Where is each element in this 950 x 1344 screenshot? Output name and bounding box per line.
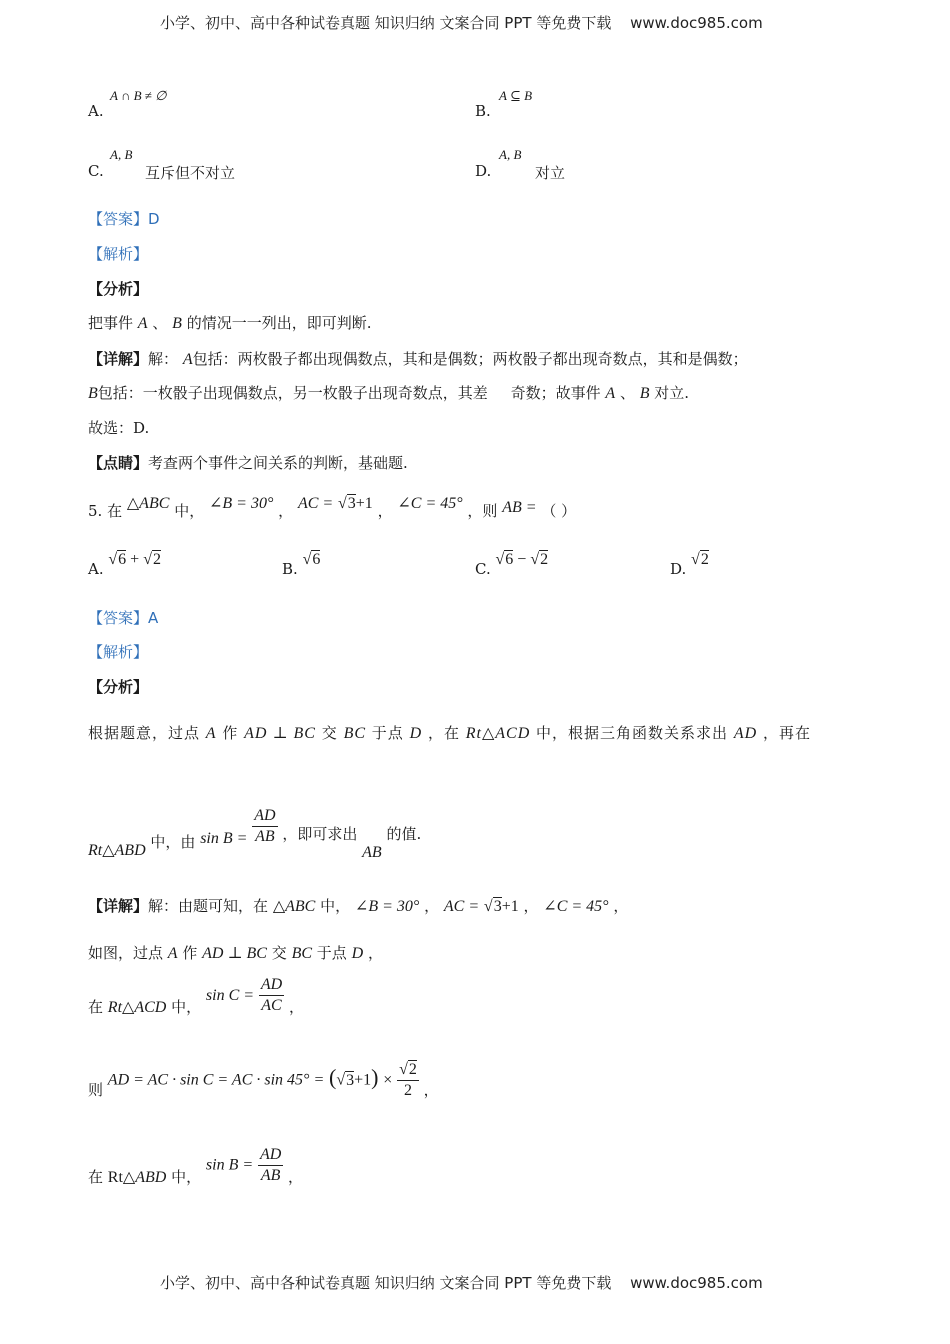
text: 、 [152,314,168,332]
text: 5. 在 [88,502,123,520]
q4-option-b-math: A ⊆ B [499,88,533,103]
q4-option-c-math: A, B [110,147,133,162]
text: ，即可求出 [282,824,358,843]
math: 2 [700,551,709,568]
math: 3 [346,1071,355,1089]
q5-fenxi-line1 [88,722,811,743]
q4-xiangjie-line2 [88,382,689,403]
q5-fenxi-line2 [88,806,422,861]
header-text: 小学、初中、高中各种试卷真题 知识归纳 文案合同 PPT 等免费下载 [160,14,612,32]
text: 如图，过点 [88,944,164,962]
math: Rt△ACD [107,998,167,1016]
math: AB [362,843,382,861]
math: sin C = [205,986,255,1004]
math: AD ⊥ BC [202,945,267,962]
math-var: D [409,725,423,742]
denominator: AB [260,1167,281,1184]
xiangjie-tag: 【详解】 [88,350,149,368]
q4-option-a-math: A ∩ B ≠ ∅ [110,88,167,103]
text: 在 [88,997,104,1016]
text: 包括：两枚骰子都出现偶数点，其和是偶数；两枚骰子都出现奇数点，其和是偶数； [192,350,748,368]
text: 的值. [386,824,422,843]
q5-stem: 5. 在 △ABC 中， ∠B = 30° ， AC = √3+1 ， ∠C = 45° ，则 AB = （ ） [88,495,577,520]
answer-value: D [148,210,160,228]
text: 在 [88,1167,104,1186]
q4-fenxi-text [88,312,372,333]
math: ∠B = 30° [208,495,274,512]
math: 6 [505,551,514,568]
text: 作 [222,724,239,742]
page-footer [160,1272,763,1293]
text: 作 [182,944,198,962]
q5-fenxi-tag: 【分析】 [88,678,149,696]
q5-zai1-line [88,975,304,1016]
math: ∠C = 45° [397,495,463,512]
page-header [160,12,763,33]
math: ) [371,1064,379,1090]
math: − [517,551,527,568]
fraction [258,1145,283,1186]
math: 3 [347,495,356,512]
text: 解：由题可知，在 [148,897,269,915]
q4-option-d-text: 对立 [535,164,566,182]
math: sin B = [200,829,248,847]
answer-tag: 【答案】 [88,210,149,228]
text: 中，由 [150,832,196,851]
math: 2 [540,551,549,568]
math: ( [329,1064,337,1090]
math: 3 [493,898,502,915]
math-var: A [605,385,616,402]
math: +1 [354,1071,372,1089]
math: BC [291,945,313,962]
numerator: AD [259,975,284,996]
text: 对立. [654,384,690,402]
q4-option-d-math: A, B [499,147,522,162]
q5-answer [88,607,158,628]
option-label: B. [475,102,491,120]
q4-option-b [475,102,491,120]
q5-zai2-line: 在 Rt△ABD 中， sin B = $\frac{AD}{AB}$ ， [88,1146,304,1186]
text: 中，根据三角函数关系求出 [536,724,729,742]
math: AD ⊥ BC [244,725,316,742]
math: △ABC [272,898,316,915]
math-var: A [137,315,148,332]
text: ， [377,502,393,520]
text: 中， [171,997,202,1016]
text: ， [613,897,629,915]
math-var: B [639,385,650,402]
text: 则 [88,1080,104,1099]
math: ∠C = 45° [543,898,609,915]
text: ， [278,502,294,520]
math: AD = AC · sin C = AC · sin 45° = [107,1071,325,1089]
q5-xiangjie-line1: 【详解】解：由题可知，在 △ABC 中， ∠B = 30° ， AC = √3+1 ， ∠C = 45° ， [88,897,629,915]
option-label: C. [88,162,104,180]
text: ， [288,1167,304,1186]
footer-site: www.doc985.com [630,1274,763,1292]
q4-option-d [475,162,491,180]
math: AB = [502,499,537,516]
numerator: AD [252,806,277,827]
text: 于点 [316,944,347,962]
denominator: 2 [403,1082,412,1099]
math: 6 [118,551,127,568]
math-var: B [88,385,98,402]
text: ， [523,897,539,915]
q5-option-d: D. √2 [670,551,709,578]
answer-value: A [148,609,159,627]
math: ∠B = 30° [354,898,420,915]
math: △ABC [126,495,170,512]
math: AC = [297,495,334,512]
text: ， [288,997,304,1016]
text: 解： [148,350,179,368]
q4-option-c [88,162,104,180]
footer-text: 小学、初中、高中各种试卷真题 知识归纳 文案合同 PPT 等免费下载 [160,1274,612,1292]
q5-ze-line: 则 AD = AC · sin C = AC · sin 45° = (√3+1) × $\frac{√2}{2}$ ， [88,1061,439,1099]
q4-option-a [88,102,104,120]
math: 6 [312,551,321,568]
math-var: A [167,945,178,962]
math: + [130,551,140,568]
q4-option-c-text: 互斥但不对立 [145,164,236,182]
text: 根据题意，过点 [88,724,201,742]
text: 中， [171,1167,202,1186]
q4-xiangjie-line1 [88,348,748,369]
text: 考查两个事件之间关系的判断，基础题. [148,454,408,472]
option-label: C. [475,560,491,578]
math: 2 [152,551,161,568]
text: 的情况一一列出，即可判断. [186,314,372,332]
fraction [252,806,277,847]
fraction: $\frac{√2}{2}$ [399,1061,417,1099]
fraction [259,975,284,1016]
denominator: AC [261,997,282,1014]
dianjing-tag: 【点睛】 [88,454,149,472]
q5-option-c: C. √6 − √2 [475,551,549,578]
q4-dianjing [88,452,408,473]
numerator: AD [258,1145,283,1166]
option-label: D. [670,560,687,578]
q5-jiexi-tag: 【解析】 [88,643,149,661]
text: ， [423,1080,439,1099]
math: Rt△ABD [88,841,146,859]
math: AD [733,725,758,742]
option-label: A. [88,102,104,120]
text: 中， [174,502,205,520]
math: sin B = [205,1156,254,1174]
text: 于点 [371,724,404,742]
text: （ ） [541,502,577,520]
math-var: D [351,945,364,962]
numerator: 2 [408,1061,417,1078]
math-var: A [182,351,193,368]
text: 奇数；故事件 [510,384,601,402]
q5-rutu-line [88,942,383,963]
text: ，在 [427,724,460,742]
math-var: A [205,725,217,742]
text: ，再在 [762,724,811,742]
math: +1 [501,898,519,915]
answer-tag: 【答案】 [88,609,149,627]
text: ， [367,944,383,962]
q4-answer [88,208,160,229]
header-site: www.doc985.com [630,14,763,32]
xiangjie-tag: 【详解】 [88,897,149,915]
q5-option-b: B. √6 [282,551,321,578]
q5-option-a: A. √6 + √2 [88,551,161,578]
text: 包括：一枚骰子出现偶数点，另一枚骰子出现奇数点，其差 [97,384,488,402]
text: 交 [321,724,338,742]
q4-jiexi-tag: 【解析】 [88,245,149,263]
math: +1 [355,495,373,512]
q4-fenxi-tag: 【分析】 [88,280,149,298]
text: 把事件 [88,314,134,332]
text: ， [424,897,440,915]
text: 交 [271,944,287,962]
math-var: B [172,315,182,332]
math: × [383,1071,393,1089]
text: ，则 [467,502,498,520]
option-label: D. [475,162,492,180]
math: BC [343,725,367,742]
math: AC = [443,898,480,915]
option-label: B. [282,560,298,578]
option-label: A. [88,560,104,578]
math: Rt△ACD [465,725,531,742]
text: 、 [619,384,635,402]
q4-guxuan: 故选：D. [88,419,150,437]
text: 中， [320,897,351,915]
denominator: AB [255,828,275,845]
